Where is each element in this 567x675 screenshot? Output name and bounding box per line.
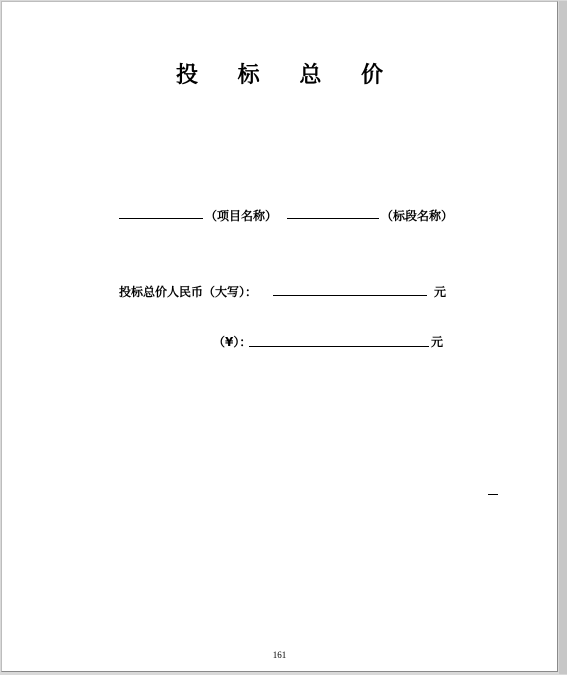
stray-dash-mark	[488, 494, 498, 495]
section-name-label: （标段名称）	[381, 209, 454, 223]
page-shadow	[559, 1, 567, 674]
page-title: 投 标 总 价	[176, 63, 399, 88]
section-name-blank	[287, 218, 379, 219]
project-name-label: （项目名称）	[205, 209, 278, 223]
yen-label: （¥）：	[213, 335, 252, 349]
total-price-label: 投标总价人民币（大写）：	[119, 285, 258, 299]
page-number: 161	[272, 650, 287, 660]
total-price-figures-blank	[249, 346, 429, 347]
total-price-words-blank	[273, 295, 427, 296]
project-name-blank	[119, 218, 203, 219]
unit-yuan-words: 元	[434, 285, 447, 299]
document-page	[1, 1, 558, 672]
unit-yuan-figures: 元	[431, 335, 444, 349]
